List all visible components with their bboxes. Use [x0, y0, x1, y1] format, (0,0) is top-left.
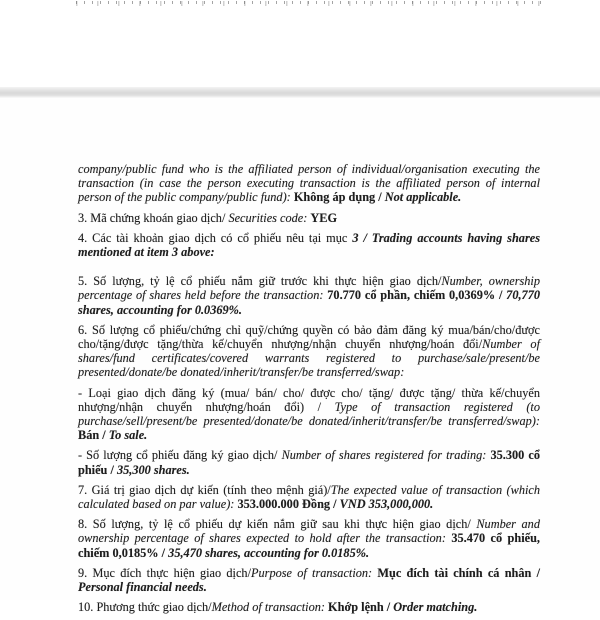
text-run: - Loại giao dịch đăng ký (mua/ bán/ cho/ được cho/ tặng/ được tặng/ thừa kế/chuyển nhượng/nhận chuyển nhượng/hoán đổi) / [78, 385, 540, 414]
clipped-text-remnant [76, 1, 544, 6]
text-run: Securities code: [228, 210, 311, 225]
text-run: 4. Các tài khoản giao dịch có cổ phiếu nêu tại mục [78, 230, 353, 245]
text-run: Number, ownership percentage of shares held before the transaction: [78, 274, 540, 303]
text-run: 6. Số lượng cổ phiếu/chứng chỉ quỹ/chứng quyền có bảo đảm đăng ký mua/bán/cho/được cho/tặng/được tặng/thừa kế/chuyển nhượng/nhận chuyển nhượng/hoán đổi/ [78, 322, 540, 352]
text-run: 35.470 cổ phiếu, chiếm 0,0185% / [78, 531, 540, 560]
text-run: Mục đích tài chính cá nhân / [377, 565, 541, 580]
text-run: Number and ownership percentage of shares expected to hold after the transaction: [78, 517, 540, 546]
text-run: Number of shares registered for trading: [281, 448, 491, 463]
item-5-shares-before-transaction [78, 274, 540, 317]
text-run: Không áp dụng / [293, 190, 385, 205]
document-body [78, 162, 540, 620]
text-run: 3. Mã chứng khoán giao dịch/ [78, 210, 229, 225]
text-run: 10. Phương thức giao dịch/ [78, 600, 212, 615]
text-run: - Số lượng cổ phiếu đăng ký giao dịch/ [78, 448, 282, 463]
text-run: 3 / Trading accounts having shares mentioned at item 3 above: [78, 230, 540, 260]
text-run: 9. Mục đích thực hiện giao dịch/ [78, 565, 251, 580]
item-7-expected-value [78, 483, 540, 511]
text-run: Personal financial needs. [78, 580, 207, 595]
text-run: 8. Số lượng, tỷ lệ cổ phiếu dự kiến nắm giữ sau khi thực hiện giao dịch/ [78, 517, 477, 532]
text-run: 70.770 cổ phần, chiếm 0,0369% / [327, 288, 507, 303]
text-run: 5. Số lượng, tỷ lệ cổ phiếu nắm giữ trước khi thực hiện giao dịch/ [78, 274, 442, 289]
item-3-securities-code [78, 211, 540, 225]
item-6-bullet-transaction-type [78, 386, 540, 443]
text-run: Number of shares/fund certificates/covered warrants registered to purchase/sale/present/be presented/donate/be donated/inherit/transfer/be transferred/swap: [78, 337, 540, 380]
item-9-purpose [78, 566, 540, 594]
text-run: 7. Giá trị giao dịch dự kiến (tính theo mệnh giá)/ [78, 482, 331, 497]
text-run: YEG [310, 210, 338, 225]
paragraph-intro-continuation [78, 162, 540, 205]
text-run: Not applicable. [384, 190, 462, 205]
text-run: Order matching. [393, 600, 478, 615]
text-run: Purpose of transaction: [251, 565, 378, 580]
page-separator [0, 87, 600, 98]
text-run: Type of transaction registered (to purchase/sell/present/be presented/donate/be donated/inherit/transfer/be transferred/swap): [78, 399, 540, 429]
text-run: 35.300 cổ phiếu / [78, 448, 540, 477]
text-run: Khớp lệnh / [328, 600, 394, 615]
text-run: To sale. [108, 428, 148, 443]
text-run: VND 353,000,000. [339, 497, 434, 512]
text-run: Bán / [78, 428, 109, 443]
text-run: 353.000.000 Đồng / [237, 497, 340, 512]
text-run: The expected value of transaction (which calculated based on par value): [78, 482, 540, 512]
item-10-method [78, 600, 540, 614]
text-run: 70,770 shares, accounting for 0.0369%. [78, 288, 540, 317]
item-6-registered-amount [78, 323, 540, 380]
item-4-trading-accounts [78, 231, 540, 259]
text-run: Method of transaction: [211, 600, 329, 615]
text-run: 35,470 shares, accounting for 0.0185%. [168, 545, 370, 560]
document-page [0, 98, 600, 615]
item-8-shares-after-transaction [78, 517, 540, 560]
text-run: 35,300 shares. [116, 462, 190, 477]
item-6-bullet-shares-registered [78, 448, 540, 476]
text-run: company/public fund who is the affiliated person of individual/organisation executing the transaction (in case the person executing transaction is the affiliated person of internal person of the public company/public fund): [78, 162, 540, 205]
